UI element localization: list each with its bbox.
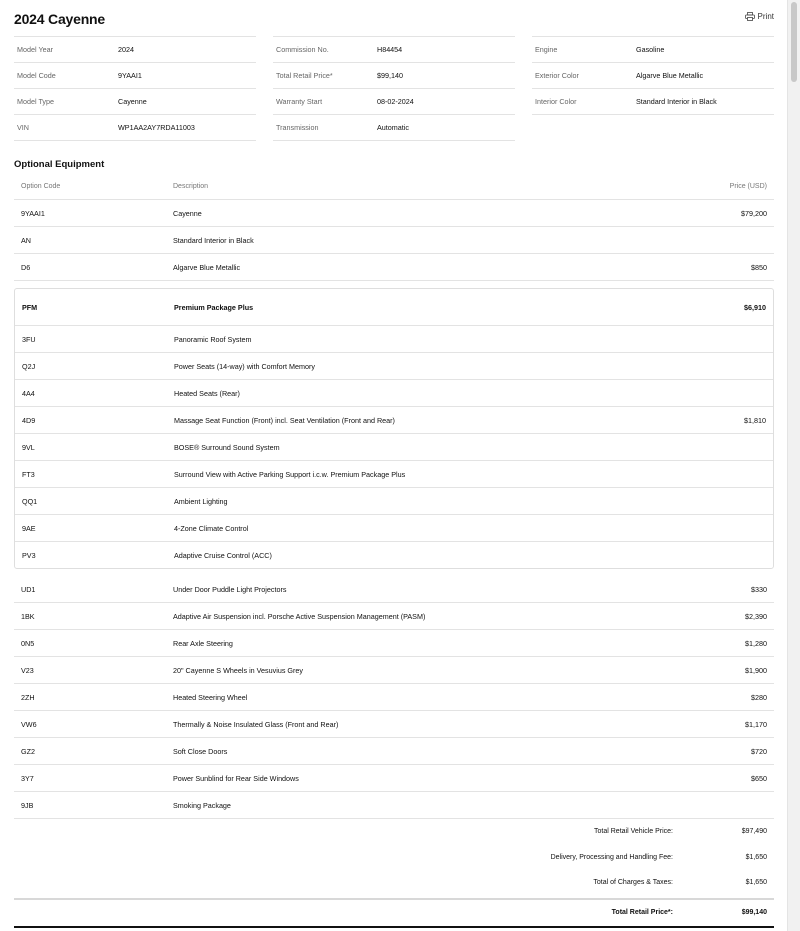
- spec-row: [14, 36, 256, 62]
- spec-row: [273, 88, 515, 114]
- spec-row: [273, 36, 515, 62]
- spec-value: Gasoline: [636, 45, 665, 54]
- option-code: 3Y7: [21, 773, 34, 783]
- option-price: $1,900: [745, 665, 767, 675]
- option-description: Under Door Puddle Light Projectors: [173, 584, 287, 594]
- option-code: 9JB: [21, 800, 34, 810]
- spec-row: [532, 62, 774, 88]
- total-row: [14, 845, 774, 871]
- option-description: Algarve Blue Metallic: [173, 262, 241, 272]
- spec-label: Model Code: [17, 71, 56, 80]
- options-table-header: [14, 173, 774, 200]
- option-code: PV3: [22, 550, 36, 560]
- options-list-after: [14, 576, 774, 819]
- package-price: $6,910: [744, 302, 766, 312]
- total-value: $97,490: [741, 828, 767, 836]
- package-code: PFM: [22, 302, 38, 312]
- spec-value: WP1AA2AY7RDA11003: [118, 123, 195, 132]
- header-price: Price (USD): [729, 182, 767, 190]
- option-price: $650: [751, 773, 767, 783]
- spec-value: Algarve Blue Metallic: [636, 71, 704, 80]
- spec-row: [14, 88, 256, 114]
- print-label: Print: [757, 12, 774, 21]
- option-description: Smoking Package: [173, 800, 231, 810]
- option-description: Adaptive Air Suspension incl. Porsche Active Suspension Management (PASM): [173, 611, 426, 621]
- option-code: QQ1: [22, 496, 38, 506]
- spec-label: Interior Color: [535, 97, 577, 106]
- grand-total-label: Total Retail Price*:: [611, 909, 673, 916]
- option-row: [14, 657, 774, 684]
- option-description: Cayenne: [173, 208, 202, 218]
- option-description: Thermally & Noise Insulated Glass (Front and Rear): [173, 719, 339, 729]
- total-label: Delivery, Processing and Handling Fee:: [550, 853, 673, 861]
- header: [14, 0, 774, 36]
- option-description: Ambient Lighting: [174, 496, 228, 506]
- vehicle-specs: [14, 36, 774, 141]
- option-description: Surround View with Active Parking Support i.c.w. Premium Package Plus: [174, 469, 406, 479]
- option-code: 4D9: [22, 415, 36, 425]
- vertical-scrollbar[interactable]: [787, 0, 800, 931]
- option-description: BOSE® Surround Sound System: [174, 442, 280, 452]
- option-code: FT3: [22, 469, 35, 479]
- total-value: $1,650: [745, 853, 767, 861]
- option-row: [14, 765, 774, 792]
- spec-column: [273, 36, 515, 141]
- option-code: 9VL: [22, 442, 35, 452]
- option-row: [14, 738, 774, 765]
- spec-row: [273, 62, 515, 88]
- option-row: [15, 326, 773, 353]
- option-code: VW6: [21, 719, 37, 729]
- spec-label: Model Year: [17, 45, 53, 54]
- spec-value: Standard Interior in Black: [636, 97, 717, 106]
- spec-label: Commission No.: [276, 45, 329, 54]
- option-code: 9AE: [22, 523, 36, 533]
- spec-value: 2024: [118, 45, 134, 54]
- spec-value: Automatic: [377, 123, 409, 132]
- spec-value: H84454: [377, 45, 403, 54]
- grand-total-value: $99,140: [741, 909, 767, 916]
- spec-label: VIN: [17, 123, 29, 132]
- option-description: Power Sunblind for Rear Side Windows: [173, 773, 299, 783]
- option-code: D6: [21, 262, 31, 272]
- option-price: $280: [751, 692, 767, 702]
- spec-column: [532, 36, 774, 141]
- option-row: [15, 461, 773, 488]
- option-description: Soft Close Doors: [173, 746, 228, 756]
- option-price: $2,390: [745, 611, 767, 621]
- option-code: GZ2: [21, 746, 35, 756]
- option-row: [14, 792, 774, 819]
- option-row: [14, 254, 774, 281]
- spec-value: 08-02-2024: [377, 97, 414, 106]
- spec-row: [14, 62, 256, 88]
- spec-row: [273, 114, 515, 141]
- option-row: [15, 380, 773, 407]
- option-description: Massage Seat Function (Front) incl. Seat Ventilation (Front and Rear): [174, 415, 395, 425]
- total-label: Total of Charges & Taxes:: [593, 879, 673, 887]
- option-description: Heated Seats (Rear): [174, 388, 240, 398]
- total-row: [14, 870, 774, 896]
- option-code: 0N5: [21, 638, 35, 648]
- option-price: $720: [751, 746, 767, 756]
- option-code: 3FU: [22, 334, 36, 344]
- option-row: [15, 542, 773, 568]
- option-description: Rear Axle Steering: [173, 638, 233, 648]
- option-code: AN: [21, 235, 31, 245]
- scrollbar-thumb[interactable]: [791, 2, 797, 82]
- option-price: $79,200: [741, 208, 767, 218]
- option-row: [15, 353, 773, 380]
- total-row: [14, 819, 774, 845]
- option-description: Adaptive Cruise Control (ACC): [174, 550, 272, 560]
- total-value: $1,650: [745, 879, 767, 887]
- option-code: UD1: [21, 584, 36, 594]
- spec-label: Engine: [535, 45, 558, 54]
- option-code: 9YAAI1: [21, 208, 45, 218]
- package-description: Premium Package Plus: [174, 302, 254, 312]
- option-description: Panoramic Roof System: [174, 334, 252, 344]
- option-price: $1,280: [745, 638, 767, 648]
- option-row: [15, 488, 773, 515]
- spec-row: [532, 36, 774, 62]
- total-label: Total Retail Vehicle Price:: [594, 828, 673, 836]
- option-code: 1BK: [21, 611, 35, 621]
- option-code: V23: [21, 665, 34, 675]
- window-sticker-page: [14, 0, 774, 928]
- option-description: 4-Zone Climate Control: [174, 523, 249, 533]
- option-row: [15, 434, 773, 461]
- spec-value: 9YAAI1: [118, 71, 142, 80]
- printer-icon: [745, 12, 755, 21]
- option-code: 2ZH: [21, 692, 35, 702]
- package-header-row: [15, 289, 773, 326]
- option-row: [14, 576, 774, 603]
- spec-label: Total Retail Price*: [276, 71, 333, 80]
- option-row: [14, 603, 774, 630]
- option-row: [14, 227, 774, 254]
- package-items: [15, 326, 773, 568]
- option-price: $850: [751, 262, 767, 272]
- spec-label: Transmission: [276, 123, 319, 132]
- spec-label: Exterior Color: [535, 71, 579, 80]
- option-description: 20" Cayenne S Wheels in Vesuvius Grey: [173, 665, 303, 675]
- spec-row: [532, 88, 774, 115]
- option-description: Heated Steering Wheel: [173, 692, 248, 702]
- spec-label: Model Type: [17, 97, 55, 106]
- option-row: [15, 407, 773, 434]
- grand-total-row: [14, 898, 774, 928]
- options-list-before: [14, 200, 774, 281]
- spec-row: [14, 114, 256, 141]
- option-description: Power Seats (14-way) with Comfort Memory: [174, 361, 315, 371]
- option-price: $1,170: [745, 719, 767, 729]
- option-price: $330: [751, 584, 767, 594]
- header-option-code: Option Code: [21, 182, 61, 190]
- optional-equipment-title: Optional Equipment: [14, 159, 105, 170]
- premium-package-group: [14, 288, 774, 569]
- spec-label: Warranty Start: [276, 97, 323, 106]
- spec-column: [14, 36, 256, 141]
- price-totals: [14, 819, 774, 896]
- spec-value: Cayenne: [118, 97, 147, 106]
- header-description: Description: [173, 182, 209, 190]
- option-row: [14, 684, 774, 711]
- option-row: [14, 711, 774, 738]
- option-row: [15, 515, 773, 542]
- option-description: Standard Interior in Black: [173, 235, 254, 245]
- spec-value: $99,140: [377, 71, 403, 80]
- option-code: 4A4: [22, 388, 35, 398]
- option-row: [14, 200, 774, 227]
- option-price: $1,810: [744, 415, 766, 425]
- option-code: Q2J: [22, 361, 36, 371]
- print-button[interactable]: [745, 12, 774, 21]
- page-title: 2024 Cayenne: [14, 11, 105, 27]
- option-row: [14, 630, 774, 657]
